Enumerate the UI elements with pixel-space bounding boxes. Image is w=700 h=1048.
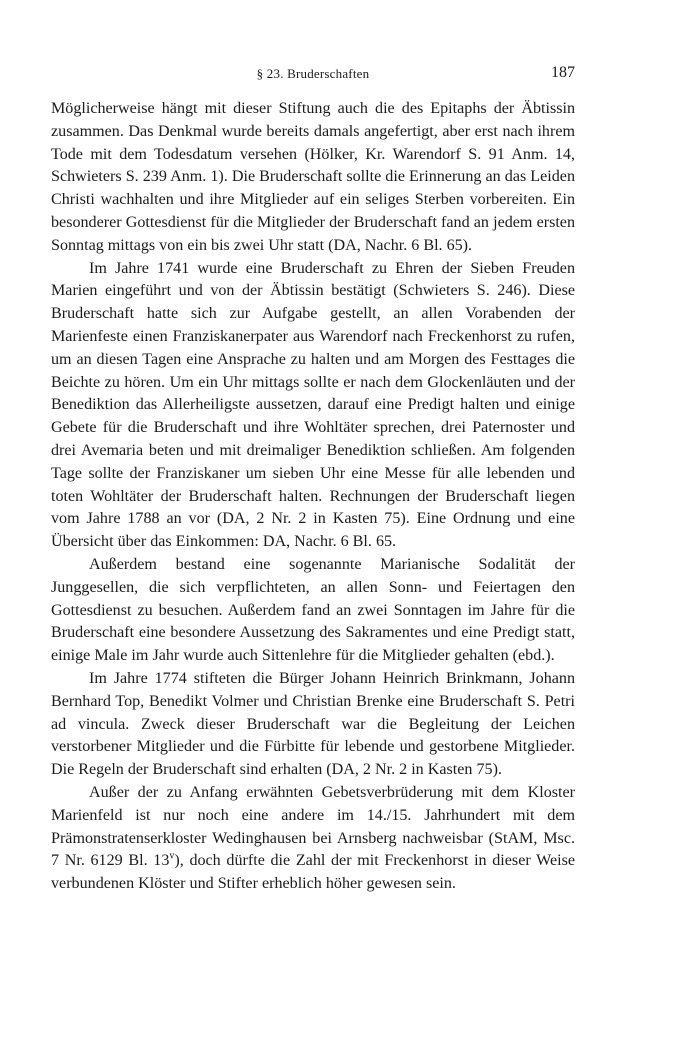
paragraph-4: Im Jahre 1774 stifteten die Bürger Johann Heinrich Brinkmann, Johann Bernhard Top, Benedikt Volmer und Christian Brenke eine Bruderschaft S. Petri ad vincula. Zweck dieser Bruderschaft war die Begleitung der Leichen verstorbener Mitglieder und die Fürbitte für lebende und gestorbene Mitglieder. Die Regeln der Bruderschaft sind erhalten (DA, 2 Nr. 2 in Kasten 75). [51, 669, 575, 779]
body-text [51, 98, 575, 896]
running-title: § 23. Bruderschaften [256, 66, 370, 81]
paragraph-3: Außerdem bestand eine sogenannte Marianische Sodalität der Junggesellen, die sich verpflichteten, an allen Sonn- und Feiertagen den Gottesdienst zu besuchen. Außerdem fand an zwei Sonntagen im Jahre für die Bruderschaft eine besondere Aussetzung des Sakramentes und eine Predigt statt, einige Male im Jahr wurde auch Sittenlehre für die Mitglieder gehalten (ebd.). [51, 555, 575, 665]
paragraph-1: Möglicherweise hängt mit dieser Stiftung auch die des Epitaphs der Äbtissin zusammen. Das Denkmal wurde bereits damals angefertigt, aber erst nach ihrem Tode mit dem Todesdatum versehen (Hölker, Kr. Warendorf S. 91 Anm. 14, Schwieters S. 239 Anm. 1). Die Bruderschaft sollte die Erinnerung an das Leiden Christi wachhalten und ihre Mitglieder auf ein seliges Sterben vorbereiten. Ein besonderer Gottesdienst für die Mitglieder der Bruderschaft fand an jedem ersten Sonntag mittags von ein bis zwei Uhr statt (DA, Nachr. 6 Bl. 65). [51, 100, 575, 254]
paragraph-2: Im Jahre 1741 wurde eine Bruderschaft zu Ehren der Sieben Freuden Marien eingeführt und von der Äbtissin bestätigt (Schwieters S. 246). Diese Bruderschaft hatte sich zur Aufgabe gestellt, an allen Vorabenden der Marienfeste einen Franziskanerpater aus Warendorf nach Freckenhorst zu rufen, um an diesen Tagen eine Ansprache zu halten und am Morgen des Festtages die Beichte zu hören. Um ein Uhr mittags sollte er nach dem Glockenläuten und der Benediktion das Allerheiligste aussetzen, darauf eine Predigt halten und einige Gebete für die Bruderschaft und ihre Wohltäter sprechen, drei Paternoster und drei Avemaria beten und mit dreimaliger Benediktion schließen. Am folgenden Tage sollte der Franziskaner um sieben Uhr eine Messe für alle lebenden und toten Wohltäter der Bruderschaft halten. Rechnungen der Bruderschaft liegen vom Jahre 1788 an vor (DA, 2 Nr. 2 in Kasten 75). Eine Ordnung und eine Übersicht über das Einkommen: DA, Nachr. 6 Bl. 65. [51, 259, 575, 551]
running-head [51, 64, 575, 86]
paragraph-5-text-b: ), doch dürfte die Zahl der mit Freckenhorst in dieser Weise verbundenen Klöster und Stifter erheblich höher gewesen sein. [51, 852, 575, 893]
page [51, 64, 575, 896]
paragraph-5 [51, 782, 575, 896]
page-number: 187 [551, 64, 575, 81]
verso-superscript: v [169, 850, 175, 862]
paragraph-5-text-a: Außer der zu Anfang erwähnten Gebetsverbrüderung mit dem Kloster Marienfeld ist nur noch eine andere im 14./15. Jahrhundert mit dem Prämonstratenserkloster Wedinghausen bei Arnsberg nachweisbar (StAM, Msc. 7 Nr. 6129 Bl. 13 [51, 783, 575, 870]
